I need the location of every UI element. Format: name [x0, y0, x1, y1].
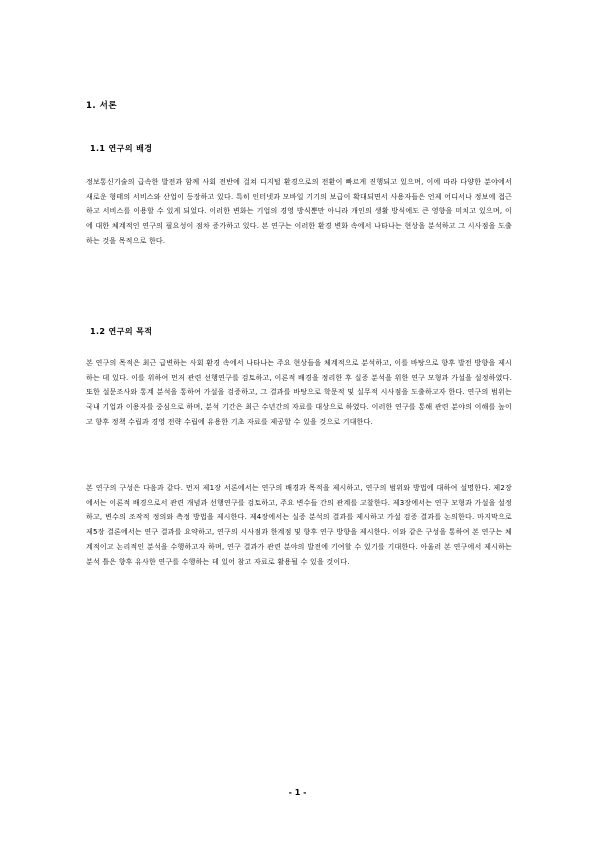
section-heading-background: 1.1 연구의 배경: [90, 144, 153, 153]
page-number: - 1 -: [288, 788, 307, 797]
paragraph-structure: 본 연구의 구성은 다음과 같다. 먼저 제1장 서론에서는 연구의 배경과 목적을 제시하고, 연구의 범위와 방법에 대하여 설명한다. 제2장에서는 이론적 배경으로서 관련 개념과 선행연구를 검토하고, 주요 변수들 간의 관계를 고찰한다. 제3장에서는 연구 모형과 가설을 설정하고, 변수의 조작적 정의와 측정 방법을 제시한다. 제4장에서는 실증 분석의 결과를 제시하고 가설 검증 결과를 논의한다. 마지막으로 제5장 결론에서는 연구 결과를 요약하고, 연구의 시사점과 한계점 및 향후 연구 방향을 제시한다. 이와 같은 구성을 통하여 본 연구는 체계적이고 논리적인 분석을 수행하고자 하며, 연구 결과가 관련 분야의 발전에 기여할 수 있기를 기대한다. 아울러 본 연구에서 제시하는 분석 틀은 향후 유사한 연구를 수행하는 데 있어 참고 자료로 활용될 수 있을 것이다.: [86, 484, 512, 566]
section-heading-purpose: 1.2 연구의 목적: [90, 327, 153, 336]
chapter-heading: 1. 서론: [86, 101, 118, 111]
paragraph-purpose: 본 연구의 목적은 최근 급변하는 사회 환경 속에서 나타나는 주요 현상들을 체계적으로 분석하고, 이를 바탕으로 향후 발전 방향을 제시하는 데 있다. 이를 위하여 먼저 관련 선행연구를 검토하고, 이론적 배경을 정리한 후 실증 분석을 위한 연구 모형과 가설을 설정하였다. 또한 설문조사와 통계 분석을 통하여 가설을 검증하고, 그 결과를 바탕으로 학문적 및 실무적 시사점을 도출하고자 한다. 연구의 범위는 국내 기업과 이용자를 중심으로 하며, 분석 기간은 최근 수년간의 자료를 대상으로 하였다. 이러한 연구를 통해 관련 분야의 이해를 높이고 향후 정책 수립과 경영 전략 수립에 유용한 기초 자료를 제공할 수 있을 것으로 기대한다.: [86, 359, 512, 426]
paragraph-background: 정보통신기술의 급속한 발전과 함께 사회 전반에 걸쳐 디지털 환경으로의 전환이 빠르게 진행되고 있으며, 이에 따라 다양한 분야에서 새로운 형태의 서비스와 산업이 등장하고 있다. 특히 인터넷과 모바일 기기의 보급이 확대되면서 사용자들은 언제 어디서나 정보에 접근하고 서비스를 이용할 수 있게 되었다. 이러한 변화는 기업의 경영 방식뿐만 아니라 개인의 생활 방식에도 큰 영향을 미치고 있으며, 이에 대한 체계적인 연구의 필요성이 점차 증가하고 있다. 본 연구는 이러한 환경 변화 속에서 나타나는 현상을 분석하고 그 시사점을 도출하는 것을 목적으로 한다.: [86, 178, 512, 245]
